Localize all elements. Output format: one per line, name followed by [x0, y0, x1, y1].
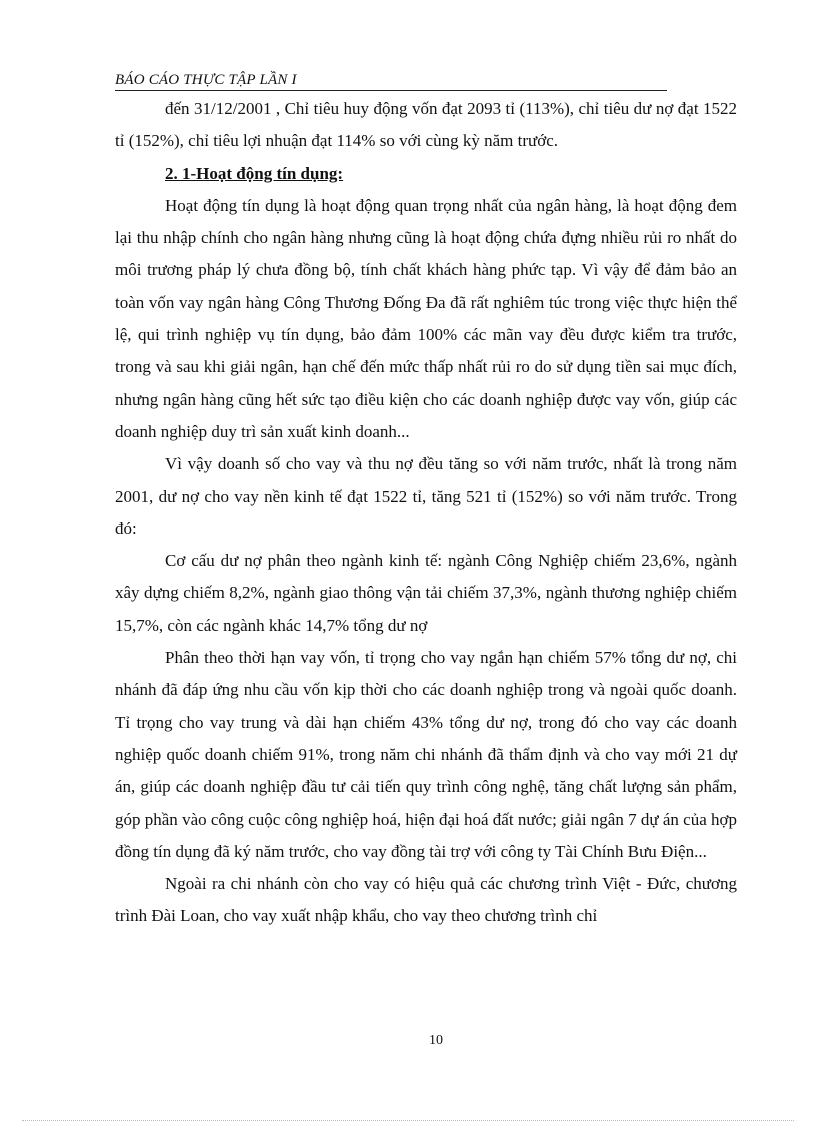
- paragraph-credit-activity: Hoạt động tín dụng là hoạt động quan trọng nhất của ngân hàng, là hoạt động đem lại thu nhập chính cho ngân hàng nhưng cũng là hoạt động chứa đựng nhiều rủi ro nhất do môi trương pháp lý chưa đồng bộ, tính chất khách hàng phức tạp. Vì vậy để đảm bảo an toàn vốn vay ngân hàng Công Thương Đống Đa đã rất nghiêm túc trong việc thực hiện thể lệ, qui trình nghiệp vụ tín dụng, bảo đảm 100% các mãn vay đều được kiểm tra trước, trong và sau khi giải ngân, hạn chế đến mức thấp nhất rủi ro do sử dụng tiền sai mục đích, nhưng ngân hàng cũng hết sức tạo điều kiện cho các doanh nghiệp được vay vốn, giúp các doanh nghiệp duy trì sản xuất kinh doanh...: [115, 195, 737, 441]
- page-number: 10: [429, 1033, 443, 1048]
- body-text: [115, 93, 737, 933]
- running-header: BÁO CÁO THỰC TẬP LẦN I: [115, 72, 667, 91]
- paragraph-intro: đến 31/12/2001 , Chỉ tiêu huy động vốn đạt 2093 tỉ (113%), chỉ tiêu dư nợ đạt 1522 tỉ (152%), chỉ tiêu lợi nhuận đạt 114% so với cùng kỳ năm trước.: [115, 99, 737, 151]
- page-bottom-border: [22, 1120, 794, 1121]
- paragraph-loan-term: Phân theo thời hạn vay vốn, tỉ trọng cho vay ngắn hạn chiếm 57% tổng dư nợ, chi nhánh đã đáp ứng nhu cầu vốn kịp thời cho các doanh nghiệp trong và ngoài quốc doanh. Tỉ trọng cho vay trung và dài hạn chiếm 43% tổng dư nợ, trong đó cho vay các doanh nghiệp quốc doanh chiếm 91%, trong năm chi nhánh đã thẩm định và cho vay mới 21 dự án, giúp các doanh nghiệp đầu tư cải tiến quy trình công nghệ, tăng chất lượng sản phẩm, góp phần vào công cuộc công nghiệp hoá, hiện đại hoá đất nước; giải ngân 7 dự án của hợp đồng tín dụng đã ký năm trước, cho vay đồng tài trợ với công ty Tài Chính Bưu Điện...: [115, 648, 737, 861]
- section-heading: 2. 1-Hoạt động tín dụng:: [165, 163, 344, 183]
- paragraph-programs: Ngoài ra chi nhánh còn cho vay có hiệu quả các chương trình Việt - Đức, chương trình Đài Loan, cho vay xuất nhập khẩu, cho vay theo chương trình chỉ: [115, 874, 737, 926]
- paragraph-loan-volume: Vì vậy doanh số cho vay và thu nợ đều tăng so với năm trước, nhất là trong năm 2001, dư nợ cho vay nền kinh tế đạt 1522 tỉ, tăng 521 tỉ (152%) so với năm trước. Trong đó:: [115, 454, 737, 538]
- paragraph-sector-structure: Cơ cấu dư nợ phân theo ngành kinh tế: ngành Công Nghiệp chiếm 23,6%, ngành xây dựng chiếm 8,2%, ngành giao thông vận tải chiếm 37,3%, ngành thương nghiệp chiếm 15,7%, còn các ngành khác 14,7% tổng dư nợ: [115, 551, 737, 635]
